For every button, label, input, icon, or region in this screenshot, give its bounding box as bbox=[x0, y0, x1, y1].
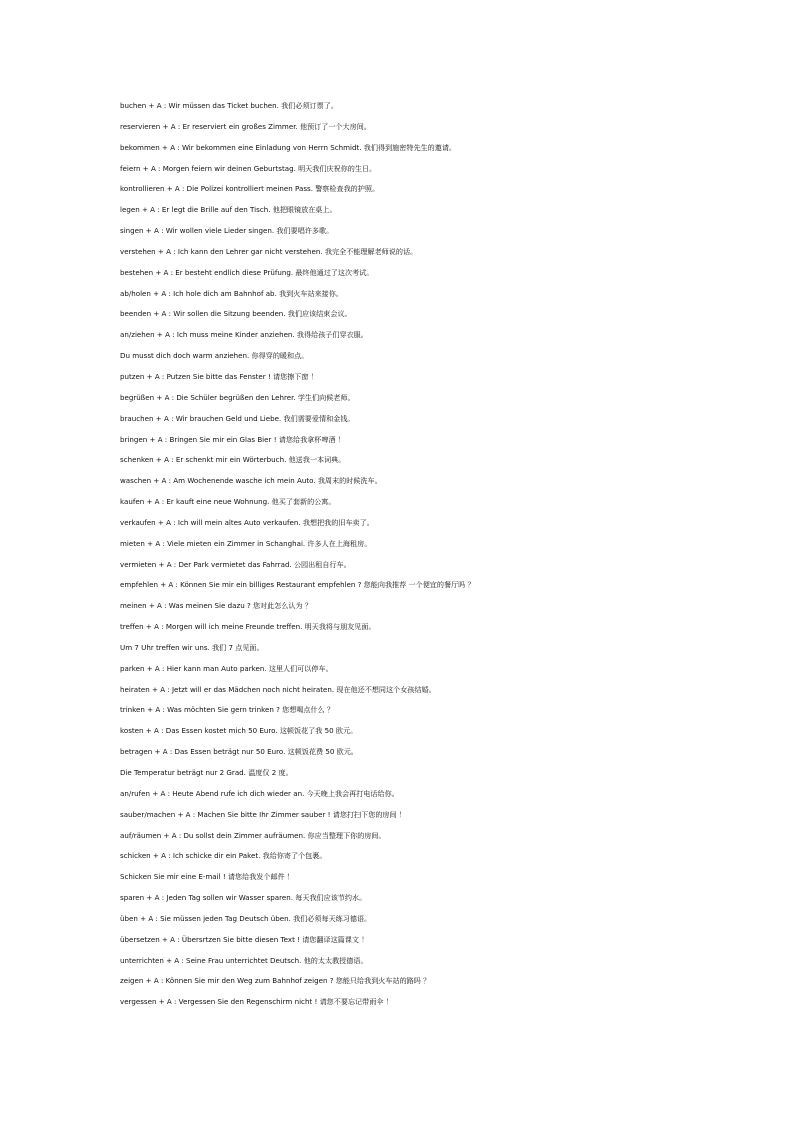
vocabulary-line: meinen + A : Was meinen Sie dazu ? 您对此怎么认为 ？ bbox=[120, 601, 312, 611]
vocabulary-line: mieten + A : Viele mieten ein Zimmer in Schanghai. 许多人在上海租房。 bbox=[120, 538, 372, 548]
vocabulary-line: verstehen + A : Ich kann den Lehrer gar nicht verstehen. 我完全不能理解老师说的话。 bbox=[120, 246, 418, 256]
vocabulary-line: unterrichten + A : Seine Frau unterrichtet Deutsch. 他的太太教授德语。 bbox=[120, 955, 368, 965]
vocabulary-line: singen + A : Wir wollen viele Lieder singen. 我们要唱许多歌。 bbox=[120, 226, 334, 236]
vocabulary-line: verkaufen + A : Ich will mein altes Auto verkaufen. 我想把我的旧车卖了。 bbox=[120, 517, 374, 527]
vocabulary-line: parken + A : Hier kann man Auto parken. 这里人们可以停车。 bbox=[120, 663, 333, 673]
vocabulary-line: waschen + A : Am Wochenende wasche ich mein Auto. 我周末的时候洗车。 bbox=[120, 476, 382, 486]
vocabulary-line: feiern + A : Morgen feiern wir deinen Geburtstag. 明天我们庆祝你的生日。 bbox=[120, 163, 377, 173]
vocabulary-line: brauchen + A : Wir brauchen Geld und Liebe. 我们需要爱情和金钱。 bbox=[120, 413, 355, 423]
vocabulary-line: vergessen + A : Vergessen Sie den Regenschirm nicht ! 请您不要忘记带雨伞 ！ bbox=[120, 997, 393, 1007]
vocabulary-line: sparen + A : Jeden Tag sollen wir Wasser sparen. 每天我们应该节约水。 bbox=[120, 893, 367, 903]
vocabulary-line: vermieten + A : Der Park vermietet das Fahrrad. 公园出租自行车。 bbox=[120, 559, 351, 569]
vocabulary-line: bekommen + A : Wir bekommen eine Einladung von Herrn Schmidt. 我们得到施密特先生的邀请。 bbox=[120, 142, 457, 152]
vocabulary-line: auf/räumen + A : Du sollst dein Zimmer aufräumen. 你应当整理下你的房间。 bbox=[120, 830, 386, 840]
vocabulary-line: treffen + A : Morgen will ich meine Freunde treffen. 明天我将与朋友见面。 bbox=[120, 622, 376, 632]
vocabulary-line: Du musst dich doch warm anziehen. 你得穿的暖和点。 bbox=[120, 351, 309, 361]
vocabulary-line: zeigen + A : Können Sie mir den Weg zum Bahnhof zeigen ? 您能只给我到火车站的路吗 ？ bbox=[120, 976, 431, 986]
vocabulary-line: putzen + A : Putzen Sie bitte das Fenster ! 请您擦下窗 ！ bbox=[120, 371, 318, 381]
vocabulary-line: Schicken Sie mir eine E-mail ! 请您给我发个邮件 ！ bbox=[120, 872, 295, 882]
vocabulary-line: Um 7 Uhr treffen wir uns. 我们 7 点见面。 bbox=[120, 642, 264, 652]
vocabulary-line: empfehlen + A : Können Sie mir ein billiges Restaurant empfehlen ? 您能向我推荐 一个便宜的餐厅吗 ？ bbox=[120, 580, 475, 590]
vocabulary-line: üben + A : Sie müssen jeden Tag Deutsch üben. 我们必须每天练习德语。 bbox=[120, 913, 372, 923]
vocabulary-line: Die Temperatur beträgt nur 2 Grad. 温度仅 2 度。 bbox=[120, 768, 293, 777]
vocabulary-line: bringen + A : Bringen Sie mir ein Glas Bier ! 请您给我拿杯啤酒 ！ bbox=[120, 434, 345, 444]
vocabulary-line: übersetzen + A : Übersrtzen Sie bitte diesen Text ! 请您翻译这篇课文 ！ bbox=[120, 934, 369, 944]
vocabulary-line: schenken + A : Er schenkt mir ein Wörterbuch. 他送我一本词典。 bbox=[120, 455, 346, 465]
vocabulary-line: heiraten + A : Jetzt will er das Mädchen noch nicht heiraten. 现在他还不想同这个女孩结婚。 bbox=[120, 684, 436, 694]
vocabulary-list bbox=[120, 100, 760, 1017]
vocabulary-line: trinken + A : Was möchten Sie gern trinken ? 您想喝点什么 ？ bbox=[120, 705, 335, 715]
vocabulary-line: reservieren + A : Er reserviert ein großes Zimmer. 他预订了一个大房间。 bbox=[120, 121, 371, 131]
vocabulary-line: sauber/machen + A : Machen Sie bitte Ihr Zimmer sauber ! 请您打扫下您的房间 ！ bbox=[120, 809, 406, 819]
vocabulary-line: ab/holen + A : Ich hole dich am Bahnhof ab. 我到火车站来接你。 bbox=[120, 288, 343, 298]
vocabulary-line: kosten + A : Das Essen kostet mich 50 Euro. 这顿饭花了我 50 欧元。 bbox=[120, 726, 358, 736]
vocabulary-line: bestehen + A : Er besteht endlich diese Prüfung. 最终他通过了这次考试。 bbox=[120, 267, 374, 277]
vocabulary-line: kaufen + A : Er kauft eine neue Wohnung. 他买了套新的公寓。 bbox=[120, 497, 336, 507]
vocabulary-line: buchen + A : Wir müssen das Ticket buchen. 我们必须订票了。 bbox=[120, 101, 338, 110]
vocabulary-line: beenden + A : Wir sollen die Sitzung beenden. 我们应该结束会议。 bbox=[120, 309, 352, 319]
vocabulary-line: schicken + A : Ich schicke dir ein Paket. 我给你寄了个包裹。 bbox=[120, 851, 327, 861]
vocabulary-line: an/ziehen + A : Ich muss meine Kinder anziehen. 我得给孩子们穿衣服。 bbox=[120, 330, 368, 340]
vocabulary-line: begrüßen + A : Die Schüler begrüßen den Lehrer. 学生们向候老师。 bbox=[120, 392, 355, 402]
vocabulary-line: an/rufen + A : Heute Abend rufe ich dich wieder an. 今天晚上我会再打电话给你。 bbox=[120, 788, 399, 798]
vocabulary-line: legen + A : Er legt die Brille auf den Tisch. 他把眼镜放在桌上。 bbox=[120, 205, 337, 215]
vocabulary-line: kontrollieren + A : Die Polizei kontrolliert meinen Pass. 警察检查我的护照。 bbox=[120, 184, 380, 194]
vocabulary-line: betragen + A : Das Essen beträgt nur 50 Euro. 这顿饭花费 50 欧元。 bbox=[120, 747, 358, 757]
